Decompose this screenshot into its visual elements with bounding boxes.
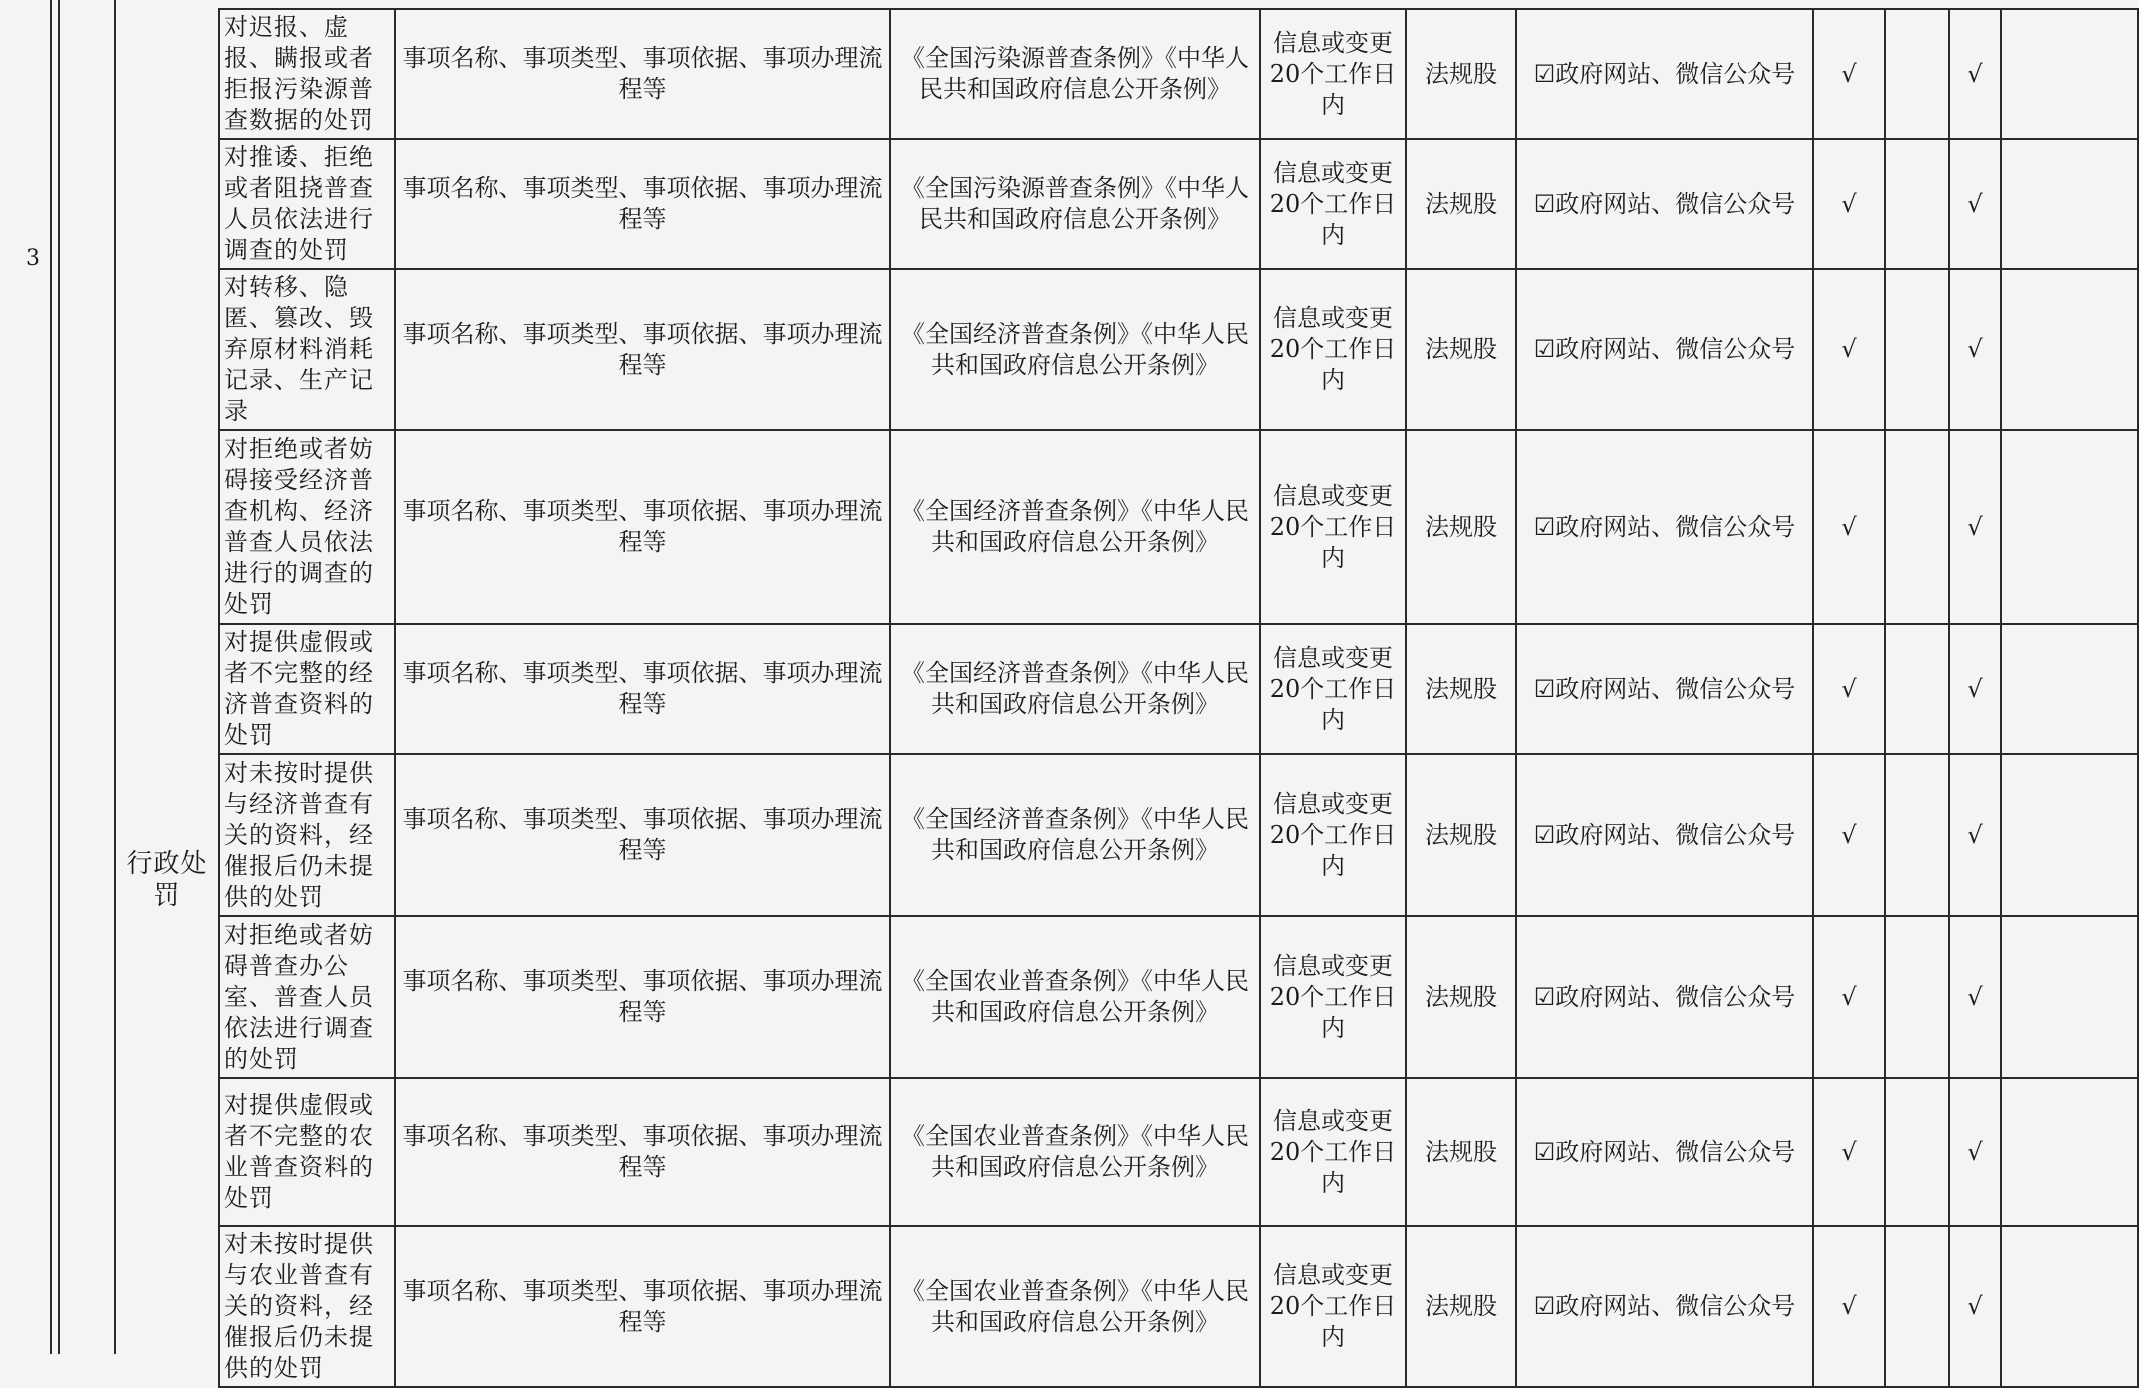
sequence-number: 3 xyxy=(26,246,40,271)
basis-cell: 《全国经济普查条例》《中华人民共和国政府信息公开条例》 xyxy=(890,430,1260,624)
mark-b-cell xyxy=(1885,1078,1949,1226)
basis-cell: 《全国经济普查条例》《中华人民共和国政府信息公开条例》 xyxy=(890,754,1260,916)
mark-c-cell: √ xyxy=(1949,139,2001,269)
mark-b-cell xyxy=(1885,624,1949,754)
basis-cell: 《全国污染源普查条例》《中华人民共和国政府信息公开条例》 xyxy=(890,9,1260,139)
table-body xyxy=(219,9,2138,1387)
channel-cell: ☑政府网站、微信公众号 xyxy=(1516,1078,1813,1226)
table-row xyxy=(219,1226,2138,1387)
subject-cell: 法规股 xyxy=(1406,9,1516,139)
mark-a-cell: √ xyxy=(1813,1226,1885,1387)
mark-a-cell: √ xyxy=(1813,269,1885,430)
mark-c-cell: √ xyxy=(1949,916,2001,1078)
item-cell: 对未按时提供与经济普查有关的资料，经催报后仍未提供的处罚 xyxy=(219,754,395,916)
mark-a-cell: √ xyxy=(1813,754,1885,916)
item-cell: 对推诿、拒绝或者阻挠普查人员依法进行调查的处罚 xyxy=(219,139,395,269)
content-cell: 事项名称、事项类型、事项依据、事项办理流程等 xyxy=(395,916,890,1078)
table-row xyxy=(219,430,2138,624)
time-limit-cell: 信息或变更20个工作日内 xyxy=(1260,139,1406,269)
table-row xyxy=(219,269,2138,430)
basis-cell: 《全国经济普查条例》《中华人民共和国政府信息公开条例》 xyxy=(890,624,1260,754)
subject-cell: 法规股 xyxy=(1406,269,1516,430)
mark-a-cell: √ xyxy=(1813,1078,1885,1226)
mark-a-cell: √ xyxy=(1813,916,1885,1078)
time-limit-cell: 信息或变更20个工作日内 xyxy=(1260,9,1406,139)
channel-cell: ☑政府网站、微信公众号 xyxy=(1516,916,1813,1078)
subject-cell: 法规股 xyxy=(1406,754,1516,916)
channel-cell: ☑政府网站、微信公众号 xyxy=(1516,624,1813,754)
channel-cell: ☑政府网站、微信公众号 xyxy=(1516,9,1813,139)
mark-c-cell: √ xyxy=(1949,624,2001,754)
mark-c-cell: √ xyxy=(1949,1078,2001,1226)
basis-cell: 《全国农业普查条例》《中华人民共和国政府信息公开条例》 xyxy=(890,916,1260,1078)
mark-d-cell xyxy=(2001,1226,2138,1387)
basis-cell: 《全国经济普查条例》《中华人民共和国政府信息公开条例》 xyxy=(890,269,1260,430)
table-row xyxy=(219,754,2138,916)
mark-b-cell xyxy=(1885,1226,1949,1387)
mark-d-cell xyxy=(2001,9,2138,139)
mark-b-cell xyxy=(1885,139,1949,269)
subject-cell: 法规股 xyxy=(1406,1226,1516,1387)
table-row xyxy=(219,916,2138,1078)
item-cell: 对迟报、虚报、瞒报或者拒报污染源普查数据的处罚 xyxy=(219,9,395,139)
table-row xyxy=(219,1078,2138,1226)
mark-c-cell: √ xyxy=(1949,754,2001,916)
outer-rule-left-double xyxy=(58,0,60,1354)
category-label: 行政处罚 xyxy=(126,849,208,911)
mark-b-cell xyxy=(1885,430,1949,624)
time-limit-cell: 信息或变更20个工作日内 xyxy=(1260,1078,1406,1226)
mark-b-cell xyxy=(1885,916,1949,1078)
subject-cell: 法规股 xyxy=(1406,139,1516,269)
item-cell: 对拒绝或者妨碍接受经济普查机构、经济普查人员依法进行的调查的处罚 xyxy=(219,430,395,624)
channel-cell: ☑政府网站、微信公众号 xyxy=(1516,139,1813,269)
channel-cell: ☑政府网站、微信公众号 xyxy=(1516,754,1813,916)
mark-a-cell: √ xyxy=(1813,624,1885,754)
basis-cell: 《全国污染源普查条例》《中华人民共和国政府信息公开条例》 xyxy=(890,139,1260,269)
mark-a-cell: √ xyxy=(1813,139,1885,269)
time-limit-cell: 信息或变更20个工作日内 xyxy=(1260,754,1406,916)
time-limit-cell: 信息或变更20个工作日内 xyxy=(1260,430,1406,624)
mark-d-cell xyxy=(2001,269,2138,430)
basis-cell: 《全国农业普查条例》《中华人民共和国政府信息公开条例》 xyxy=(890,1226,1260,1387)
content-cell: 事项名称、事项类型、事项依据、事项办理流程等 xyxy=(395,430,890,624)
content-cell: 事项名称、事项类型、事项依据、事项办理流程等 xyxy=(395,1226,890,1387)
content-cell: 事项名称、事项类型、事项依据、事项办理流程等 xyxy=(395,754,890,916)
mark-c-cell: √ xyxy=(1949,9,2001,139)
mark-c-cell: √ xyxy=(1949,430,2001,624)
content-cell: 事项名称、事项类型、事项依据、事项办理流程等 xyxy=(395,1078,890,1226)
channel-cell: ☑政府网站、微信公众号 xyxy=(1516,430,1813,624)
content-cell: 事项名称、事项类型、事项依据、事项办理流程等 xyxy=(395,139,890,269)
mark-d-cell xyxy=(2001,1078,2138,1226)
table-row xyxy=(219,624,2138,754)
table-row xyxy=(219,139,2138,269)
item-cell: 对提供虚假或者不完整的农业普查资料的处罚 xyxy=(219,1078,395,1226)
content-cell: 事项名称、事项类型、事项依据、事项办理流程等 xyxy=(395,269,890,430)
basis-cell: 《全国农业普查条例》《中华人民共和国政府信息公开条例》 xyxy=(890,1078,1260,1226)
mark-c-cell: √ xyxy=(1949,269,2001,430)
channel-cell: ☑政府网站、微信公众号 xyxy=(1516,1226,1813,1387)
outer-rule-left xyxy=(50,0,52,1354)
subject-cell: 法规股 xyxy=(1406,624,1516,754)
item-cell: 对未按时提供与农业普查有关的资料，经催报后仍未提供的处罚 xyxy=(219,1226,395,1387)
mark-b-cell xyxy=(1885,269,1949,430)
time-limit-cell: 信息或变更20个工作日内 xyxy=(1260,269,1406,430)
mark-a-cell: √ xyxy=(1813,9,1885,139)
mark-b-cell xyxy=(1885,754,1949,916)
content-cell: 事项名称、事项类型、事项依据、事项办理流程等 xyxy=(395,9,890,139)
mark-d-cell xyxy=(2001,139,2138,269)
item-cell: 对转移、隐匿、篡改、毁弃原材料消耗记录、生产记录 xyxy=(219,269,395,430)
item-cell: 对拒绝或者妨碍普查办公室、普查人员依法进行调查的处罚 xyxy=(219,916,395,1078)
subject-cell: 法规股 xyxy=(1406,916,1516,1078)
mark-d-cell xyxy=(2001,430,2138,624)
mark-b-cell xyxy=(1885,9,1949,139)
content-cell: 事项名称、事项类型、事项依据、事项办理流程等 xyxy=(395,624,890,754)
table-row xyxy=(219,9,2138,139)
category-column-rule xyxy=(114,0,116,1354)
subject-cell: 法规股 xyxy=(1406,1078,1516,1226)
mark-d-cell xyxy=(2001,624,2138,754)
mark-d-cell xyxy=(2001,916,2138,1078)
mark-a-cell: √ xyxy=(1813,430,1885,624)
time-limit-cell: 信息或变更20个工作日内 xyxy=(1260,624,1406,754)
mark-d-cell xyxy=(2001,754,2138,916)
item-cell: 对提供虚假或者不完整的经济普查资料的处罚 xyxy=(219,624,395,754)
time-limit-cell: 信息或变更20个工作日内 xyxy=(1260,1226,1406,1387)
time-limit-cell: 信息或变更20个工作日内 xyxy=(1260,916,1406,1078)
subject-cell: 法规股 xyxy=(1406,430,1516,624)
channel-cell: ☑政府网站、微信公众号 xyxy=(1516,269,1813,430)
mark-c-cell: √ xyxy=(1949,1226,2001,1387)
disclosure-table xyxy=(218,8,2139,1388)
